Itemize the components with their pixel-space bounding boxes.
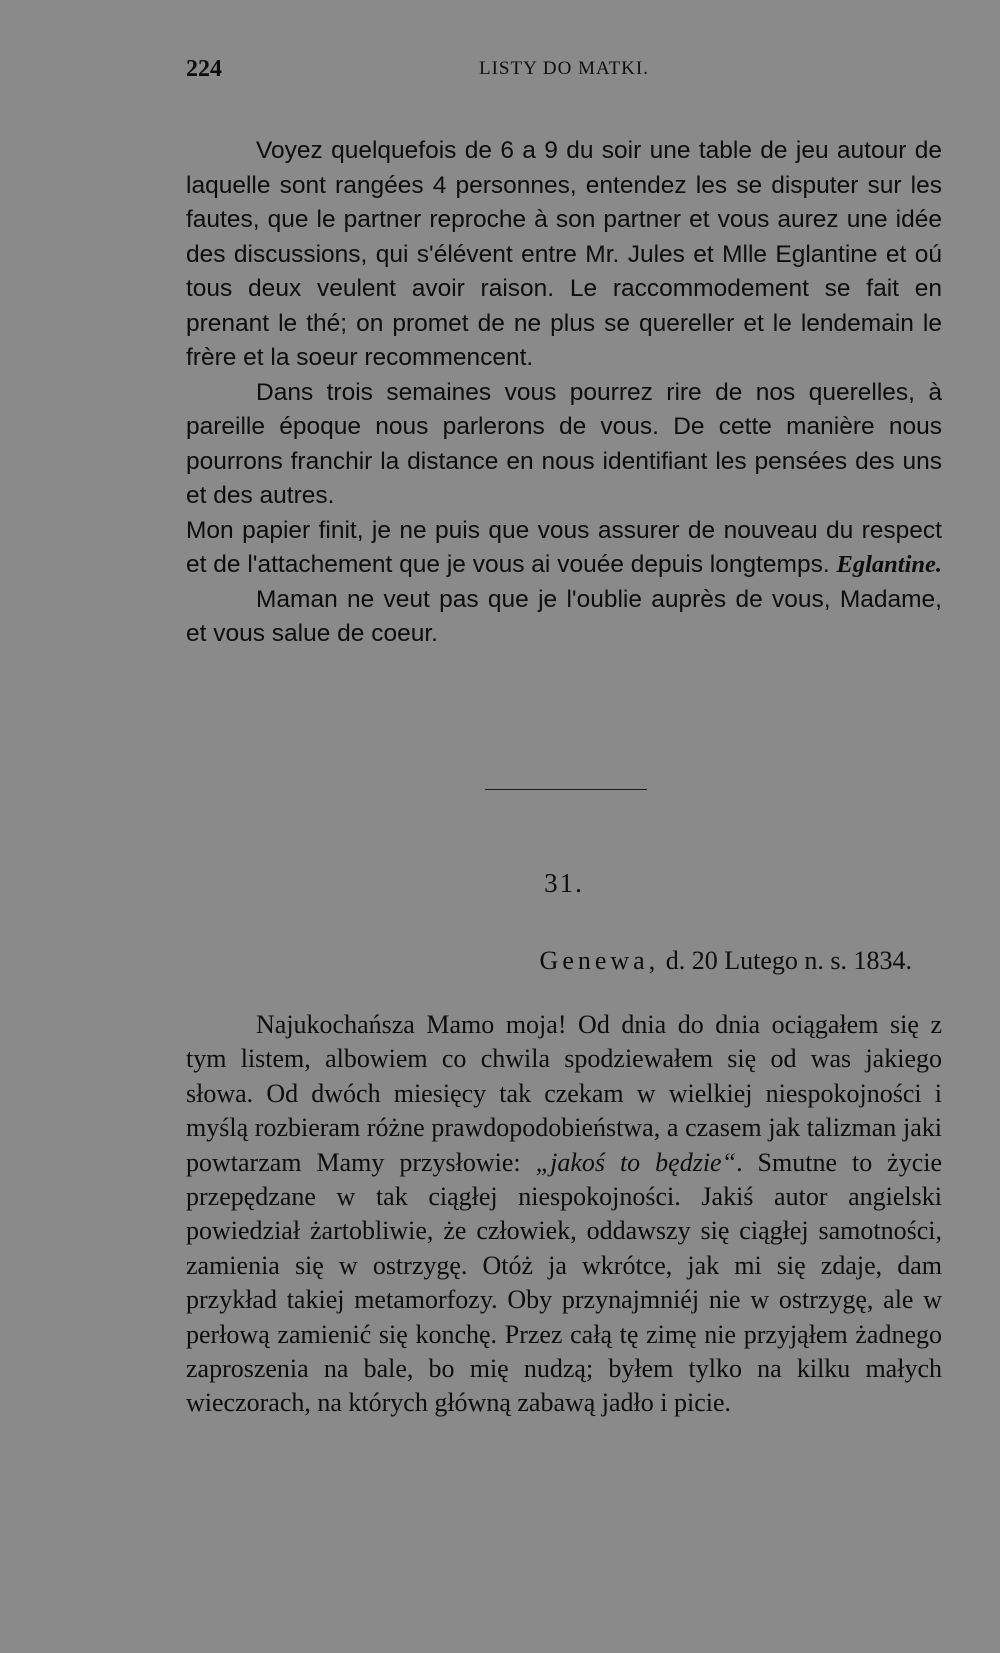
- french-postscript: Maman ne veut pas que je l'oublie auprès de vous, Madame, et vous salue de coeur.: [186, 585, 942, 647]
- french-paragraph-1: Voyez quelquefois de 6 a 9 du soir une table de jeu autour de laquelle sont rangées 4 personnes, entendez les se disputer sur les fautes, que le partner reproche à son partner et vous aurez une idée des discussions, qui s'élévent entre Mr. Jules et Mlle Eglantine et oú tous deux veulent avoir raison. Le raccommodement se fait en prenant le thé; on promet de ne plus se quereller et le lendemain le frère et la soeur recommencent.: [186, 137, 942, 371]
- french-paragraph-2: Dans trois semaines vous pourrez rire de nos querelles, à pareille époque nous parlerons de vous. De cette manière nous pourrons franchir la distance en nous identifiant les pensées des uns et des autres.: [186, 378, 942, 509]
- page-number: 224: [186, 56, 222, 82]
- running-title: LISTY DO MATKI.: [479, 58, 649, 79]
- french-closing-paragraph: [186, 514, 942, 583]
- section-divider: [485, 789, 647, 790]
- body-text-end: . Smutne to życie przepędzane w tak ciągłej niespokojności. Jakiś autor angielski powiedział żartobliwie, że człowiek, oddawszy się ciągłej samotności, zamienia się w ostrzygę. Otóż ja wkrótce, jak mi się zdaje, dam przykład takiej metamorfozy. Oby przynajmniéj nie w ostrzygę, ale w perłową zamienić się konchę. Przez całą tę zimę nie przyjąłem żadnego zaproszenia na bale, bo mię nudzą; byłem tylko na kilku małych wieczorach, na których główną zabawą jadło i picie.: [186, 1147, 943, 1418]
- polish-paragraph: [186, 1008, 942, 1421]
- dateline: [540, 946, 912, 976]
- body-text-start: Najukochańsza Mamo moja! Od dnia do dnia ociągałem się z tym listem, albowiem co chwila spodziewałem się od was jakiego słowa. Od dwóch miesięcy tak czekam w wielkiej niespokojności i myślą rozbieram różne prawdopodobieństwa, a czasem jak talizman jaki powtarzam Mamy przysłowie:: [186, 1010, 942, 1177]
- polish-letter-body: [186, 1008, 942, 1421]
- page-header: [186, 56, 942, 88]
- dateline-place: Genewa,: [539, 946, 660, 975]
- signature: Eglantine.: [836, 551, 942, 578]
- french-paragraph-3: Mon papier finit, je ne puis que vous assurer de nouveau du respect et de l'attachement que je vous ai vouée depuis longtemps.: [186, 516, 942, 578]
- french-letter-section: [186, 134, 942, 652]
- quoted-proverb: „jakoś to będzie“: [535, 1147, 737, 1177]
- letter-number: 31.: [544, 868, 584, 898]
- dateline-date: d. 20 Lutego n. s. 1834.: [665, 946, 912, 975]
